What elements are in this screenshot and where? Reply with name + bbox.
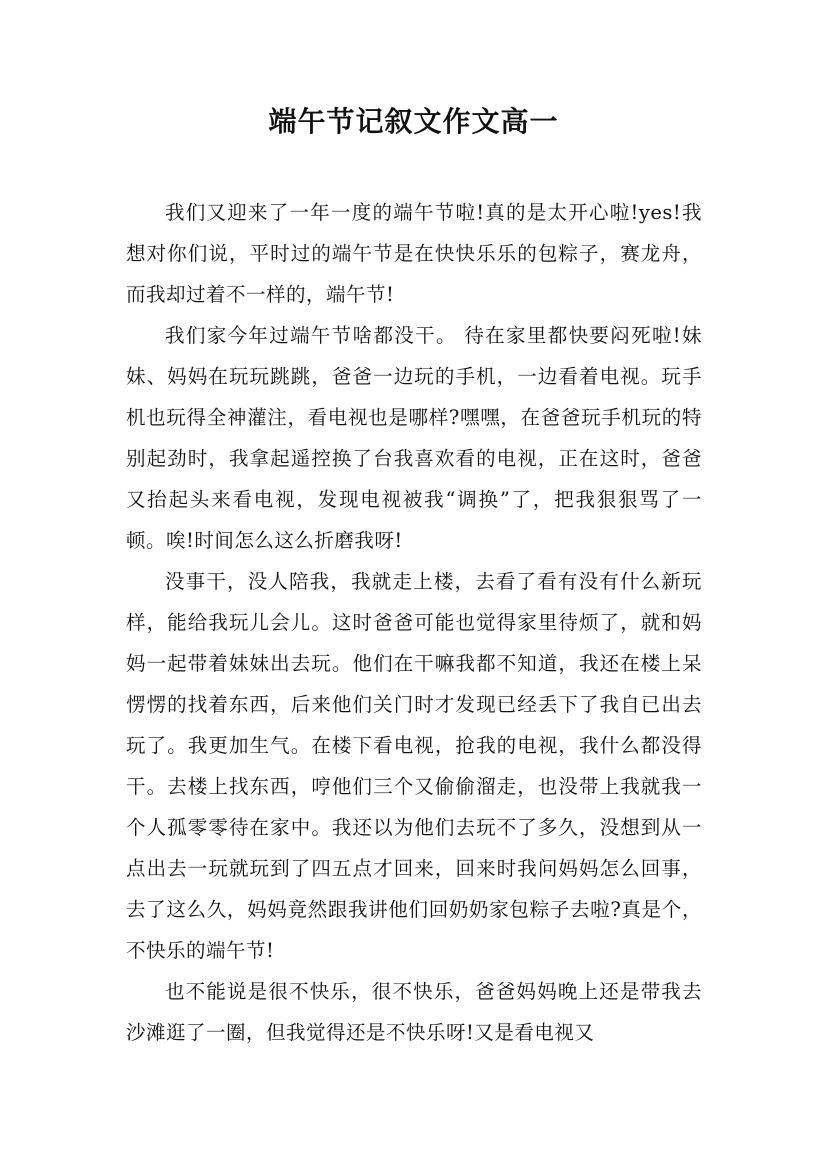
paragraph-4: 也不能说是很不快乐，很不快乐，爸爸妈妈晚上还是带我去沙滩逛了一圈，但我觉得还是不快乐呀!又是看电视又: [126, 980, 702, 1044]
document-title: 端午节记叙文作文高一: [268, 105, 559, 138]
document-body: [126, 192, 702, 1053]
paragraph-1: 我们又迎来了一年一度的端午节啦!真的是太开心啦!yes!我想对你们说，平时过的端午节是在快快乐乐的包粽子，赛龙舟，而我却过着不一样的，端午节!: [126, 201, 702, 306]
paragraph-2: 我们家今年过端午节啥都没干。 待在家里都快要闷死啦!妹妹、妈妈在玩玩跳跳，爸爸一边玩的手机，一边看着电视。玩手机也玩得全神灌注，看电视也是哪样?嘿嘿，在爸爸玩手机玩的特别起劲时，我拿起遥控换了台我喜欢看的电视，正在这时，爸爸又抬起头来看电视，发现电视被我“调换”了，把我狠狠骂了一顿。唉!时间怎么这么折磨我呀!: [126, 324, 702, 552]
paragraph-3: 没事干，没人陪我，我就走上楼，去看了看有没有什么新玩样，能给我玩儿会儿。这时爸爸可能也觉得家里待烦了，就和妈妈一起带着妹妹出去玩。他们在干嘛我都不知道，我还在楼上呆愣愣的找着东西，后来他们关门时才发现已经丢下了我自已出去玩了。我更加生气。在楼下看电视，抢我的电视，我什么都没得干。去楼上找东西，哼他们三个又偷偷溜走，也没带上我就我一个人孤零零待在家中。我还以为他们去玩不了多久，没想到从一点出去一玩就玩到了四五点才回来，回来时我问妈妈怎么回事，去了这么久，妈妈竟然跟我讲他们回奶奶家包粽子去啦?真是个，不快乐的端午节!: [126, 570, 702, 962]
